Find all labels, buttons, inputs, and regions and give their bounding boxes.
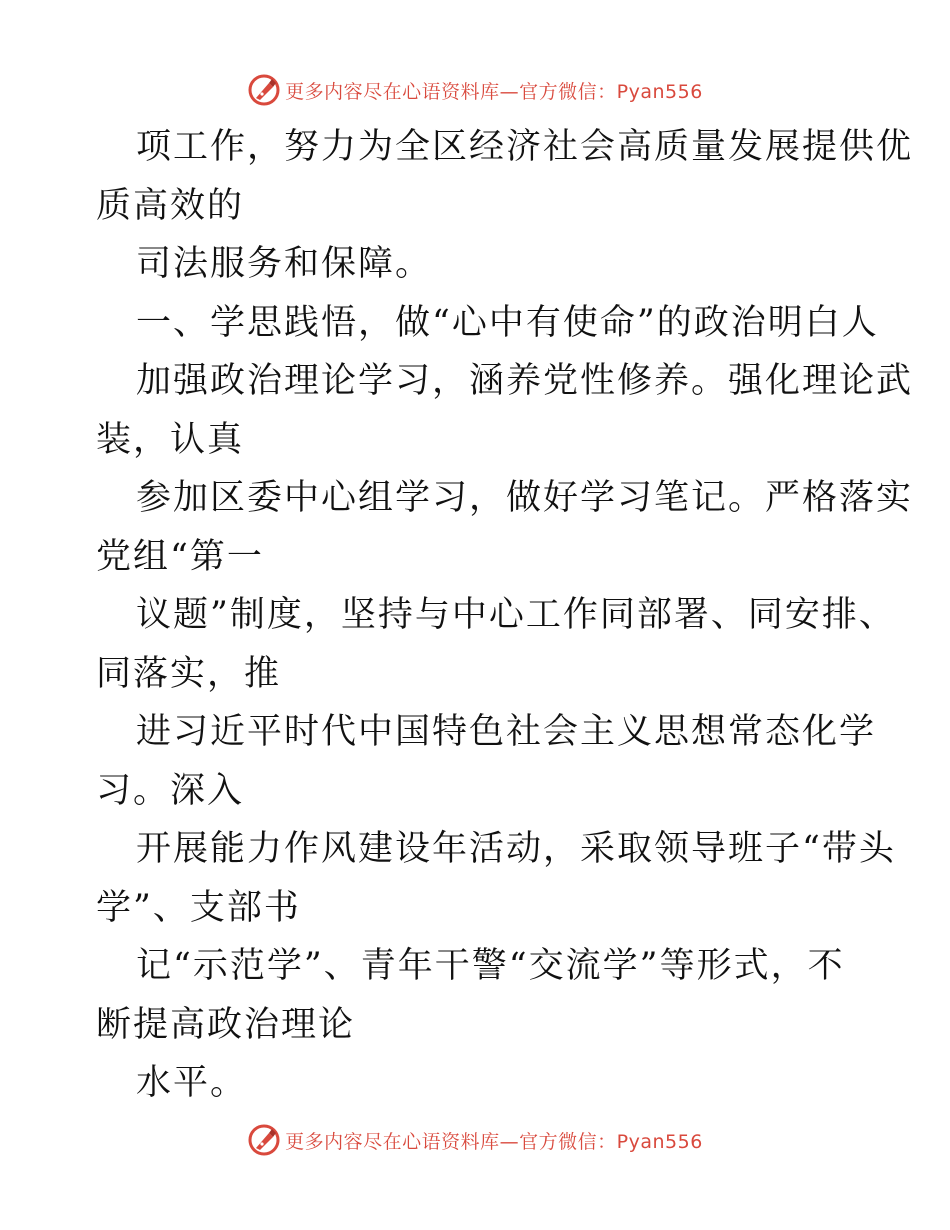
body-line: 司法服务和保障。 [136,244,433,284]
body-line: 质高效的 [96,185,245,226]
body-line: 加强政治理论学习，涵养党性修养。强化理论武 [136,361,914,401]
watermark-text: 更多内容尽在心语资料库—官方微信：Pyan556 [285,1130,703,1153]
body-line: 党组“第一 [96,536,264,577]
body-line: 装，认真 [96,419,245,460]
body-line: 记“示范学”、青年干警“交流学”等形式，不 [136,946,845,986]
body-line: 开展能力作风建设年活动，采取领导班子“带头 [136,829,896,869]
body-line: 参加区委中心组学习，做好学习笔记。严格落实 [136,478,914,518]
body-line: 习。深入 [96,770,245,811]
body-line: 议题”制度，坚持与中心工作同部署、同安排、 [136,595,896,635]
body-line: 断提高政治理论 [96,1004,356,1045]
body-line: 进习近平时代中国特色社会主义思想常态化学 [136,712,877,752]
body-line: 项工作，努力为全区经济社会高质量发展提供优 [136,127,914,167]
header-watermark [0,70,950,110]
pen-nib-logo-icon [247,73,281,107]
document-body [96,118,914,1113]
watermark-text: 更多内容尽在心语资料库—官方微信：Pyan556 [285,80,703,103]
body-line: 一、学思践悟，做“心中有使命”的政治明白人 [136,302,879,343]
footer-watermark [0,1120,950,1160]
body-line: 学”、支部书 [96,887,301,928]
body-line: 同落实，推 [96,653,282,694]
pen-nib-logo-icon [247,1123,281,1157]
body-line: 水平。 [136,1063,248,1103]
